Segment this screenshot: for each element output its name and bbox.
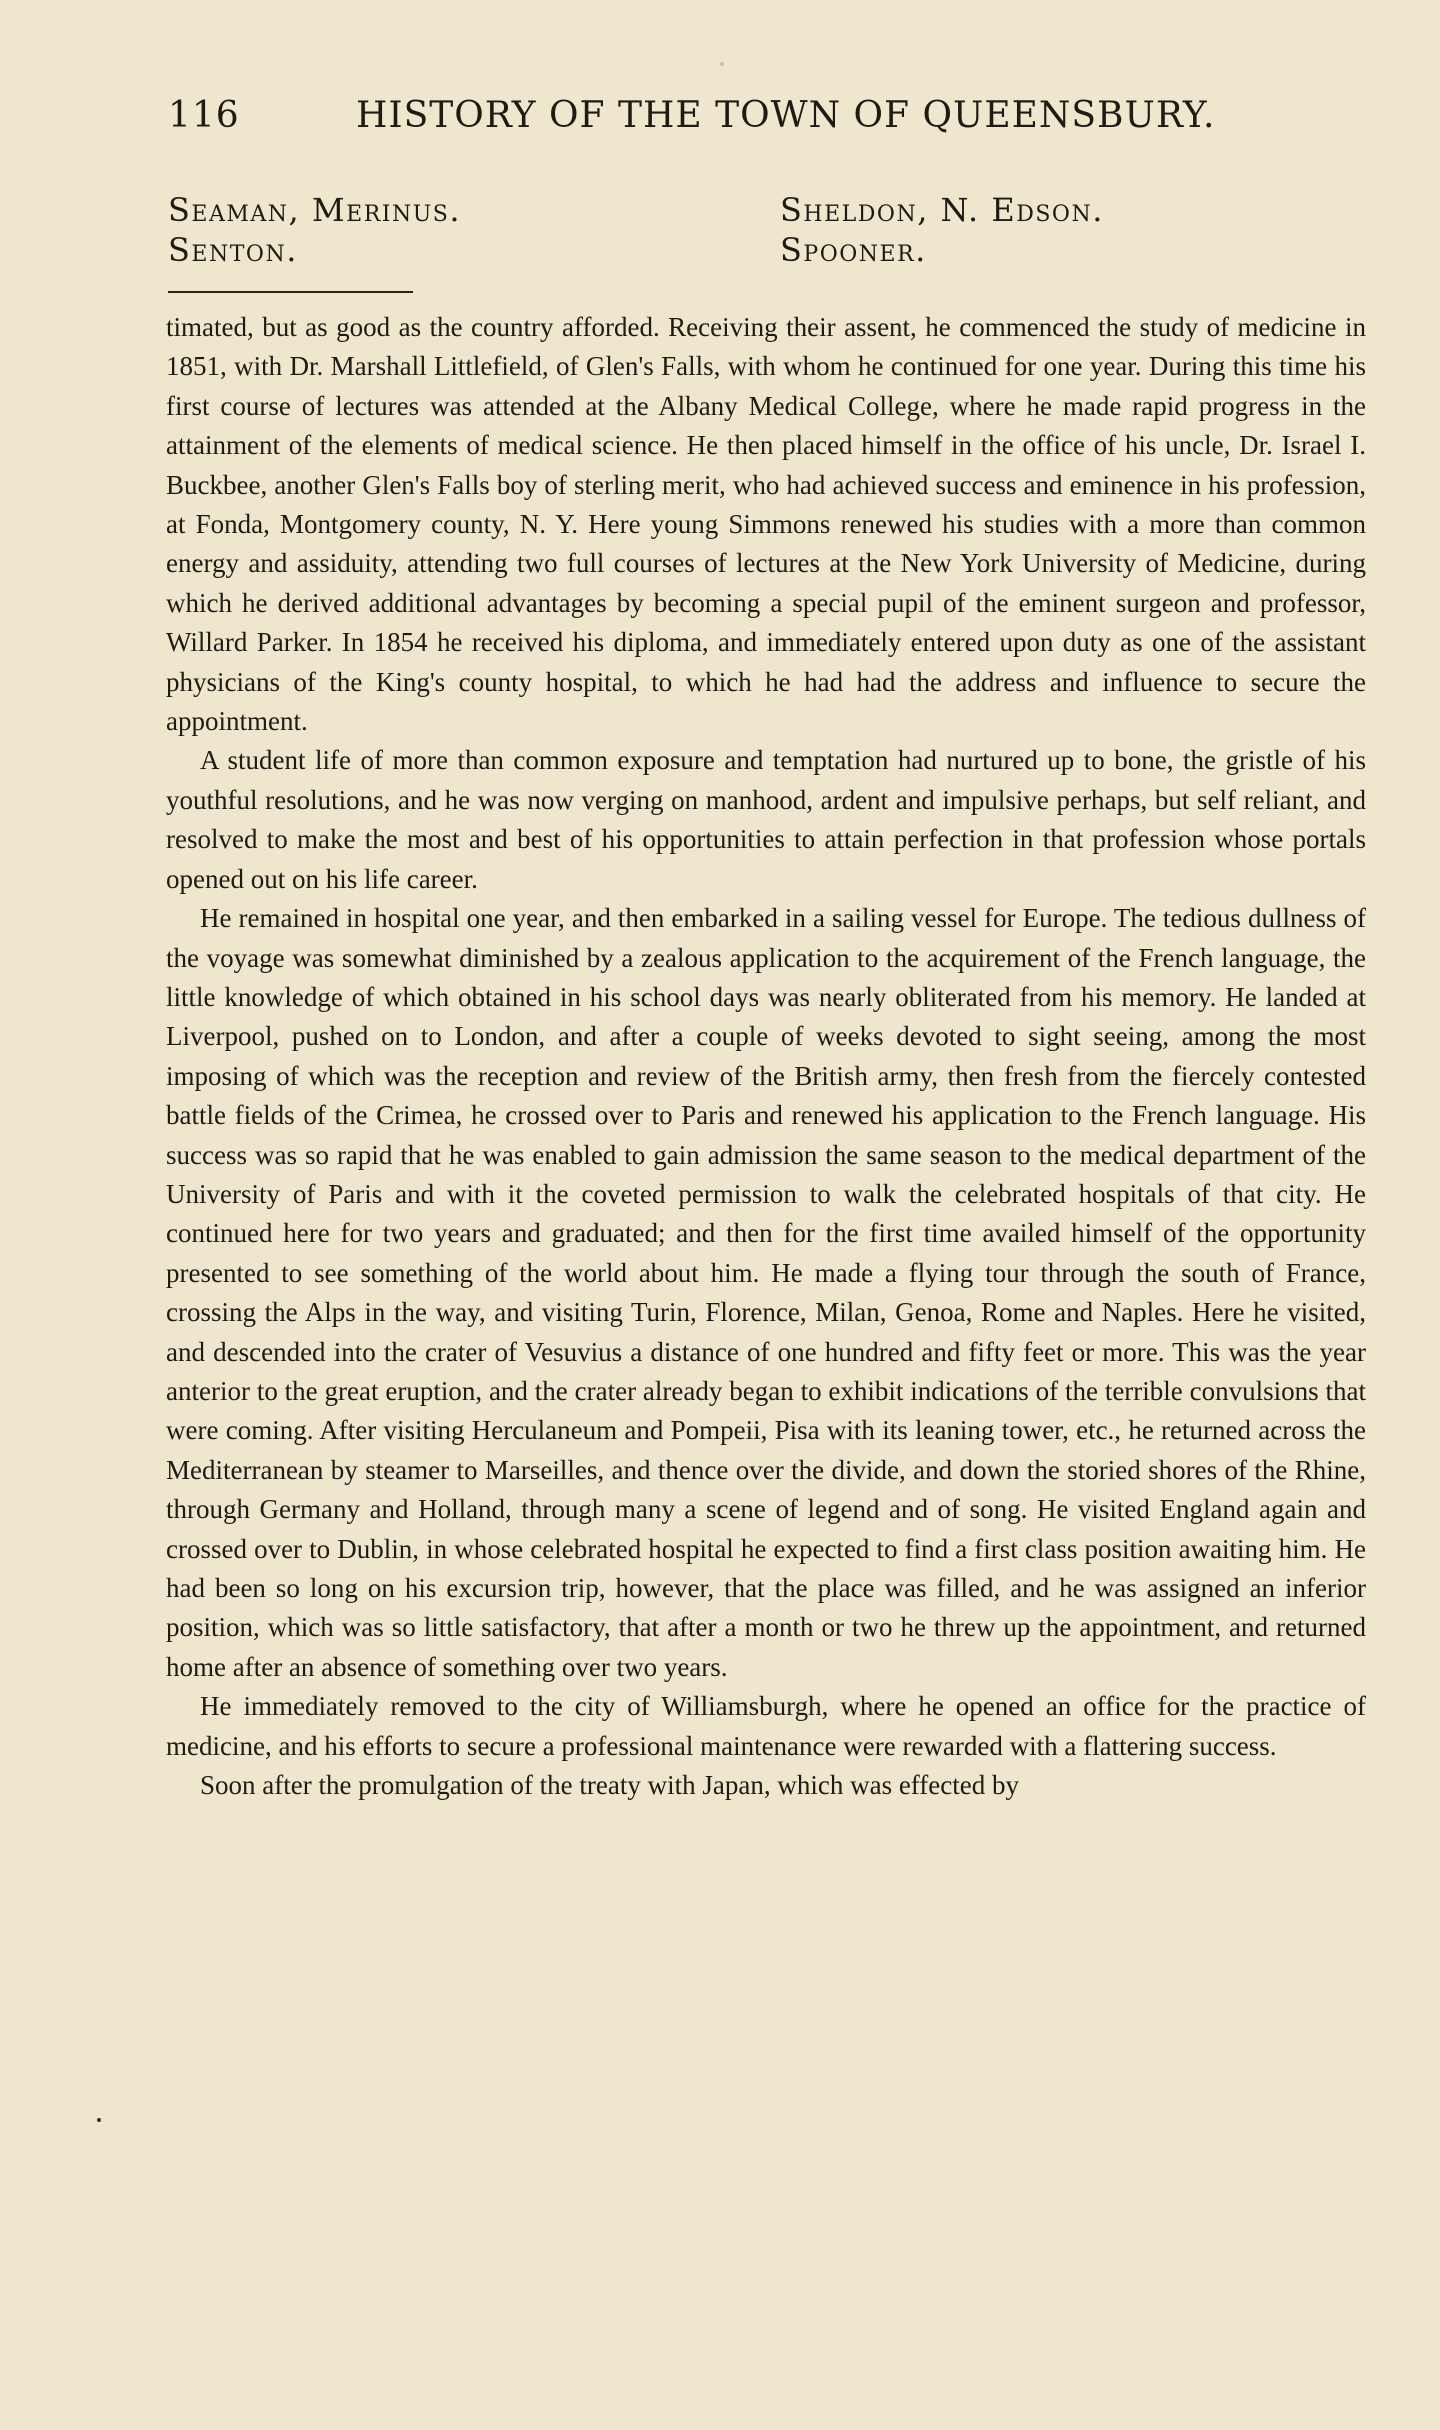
running-head-name: Senton. xyxy=(168,231,298,269)
running-head-left xyxy=(168,190,461,270)
running-head-name: Sheldon, N. Edson. xyxy=(780,191,1104,229)
paragraph: A student life of more than common exposure and temptation had nurtured up to bone, the gristle of his youthful resolutions, and he was now verging on manhood, ardent and impulsive perhaps, but self reliant, and resolved to make the most and best of his opportunities to attain perfection in that profession whose portals opened out on his life career. xyxy=(166,745,1366,894)
section-rule xyxy=(168,291,413,293)
book-title: HISTORY OF THE TOWN OF QUEENSBURY. xyxy=(356,95,1216,136)
paragraph: timated, but as good as the country afforded. Receiving their assent, he commenced the study of medicine in 1851, with Dr. Marshall Littlefield, of Glen's Falls, with whom he continued for one year. During this time his first course of lectures was attended at the Albany Medical College, where he made rapid progress in the attainment of the elements of medical science. He then placed himself in the office of his uncle, Dr. Israel I. Buckbee, another Glen's Falls boy of sterling merit, who had achieved success and eminence in his profession, at Fonda, Montgomery county, N. Y. Here young Simmons renewed his studies with a more than common energy and assiduity, attending two full courses of lectures at the New York University of Medicine, during which he derived additional advantages by becoming a special pupil of the eminent surgeon and professor, Willard Parker. In 1854 he received his diploma, and immediately entered upon duty as one of the assistant physicians of the King's county hospital, to which he had had the address and influence to secure the appointment. xyxy=(166,312,1366,737)
running-head-name: Spooner. xyxy=(780,231,927,269)
page-number: 116 xyxy=(168,95,240,136)
paragraph: He immediately removed to the city of Williamsburgh, where he opened an office for the practice of medicine, and his efforts to secure a professional maintenance were rewarded with a flattering success. xyxy=(166,1691,1366,1761)
paragraph: Soon after the promulgation of the treaty with Japan, which was effected by xyxy=(200,1770,1020,1801)
running-head-right xyxy=(780,190,1104,270)
paragraph: He remained in hospital one year, and then embarked in a sailing vessel for Europe. The tedious dullness of the voyage was somewhat diminished by a zealous application to the acquirement of the French language, the little knowledge of which obtained in his school days was nearly obliterated from his memory. He landed at Liverpool, pushed on to London, and after a couple of weeks devoted to sight seeing, among the most imposing of which was the reception and review of the British army, then fresh from the fiercely contested battle fields of the Crimea, he crossed over to Paris and renewed his application to the French language. His success was so rapid that he was enabled to gain admission the same season to the medical department of the University of Paris and with it the coveted permission to walk the celebrated hospitals of that city. He continued here for two years and graduated; and then for the first time availed himself of the opportunity presented to see something of the world about him. He made a flying tour through the south of France, crossing the Alps in the way, and visiting Turin, Florence, Milan, Genoa, Rome and Naples. Here he visited, and descended into the crater of Vesuvius a distance of one hundred and fifty feet or more. This was the year anterior to the great eruption, and the crater already began to exhibit indications of the terrible convulsions that were coming. After visiting Herculaneum and Pompeii, Pisa with its leaning tower, etc., he returned across the Mediterranean by steamer to Marseilles, and thence over the divide, and down the storied shores of the Rhine, through Germany and Holland, through many a scene of legend and of song. He visited England again and crossed over to Dublin, in whose celebrated hospital he expected to find a first class position awaiting him. He had been so long on his excursion trip, however, that the place was filled, and he was assigned an inferior position, which was so little satisfactory, that after a month or two he threw up the appointment, and returned home after an absence of something over two years. xyxy=(166,903,1366,1682)
body-text xyxy=(166,308,1366,1805)
running-head-name: Seaman, Merinus. xyxy=(168,191,461,229)
page-header xyxy=(168,95,1268,145)
margin-mark xyxy=(97,2118,101,2122)
paper-speck xyxy=(720,62,724,66)
